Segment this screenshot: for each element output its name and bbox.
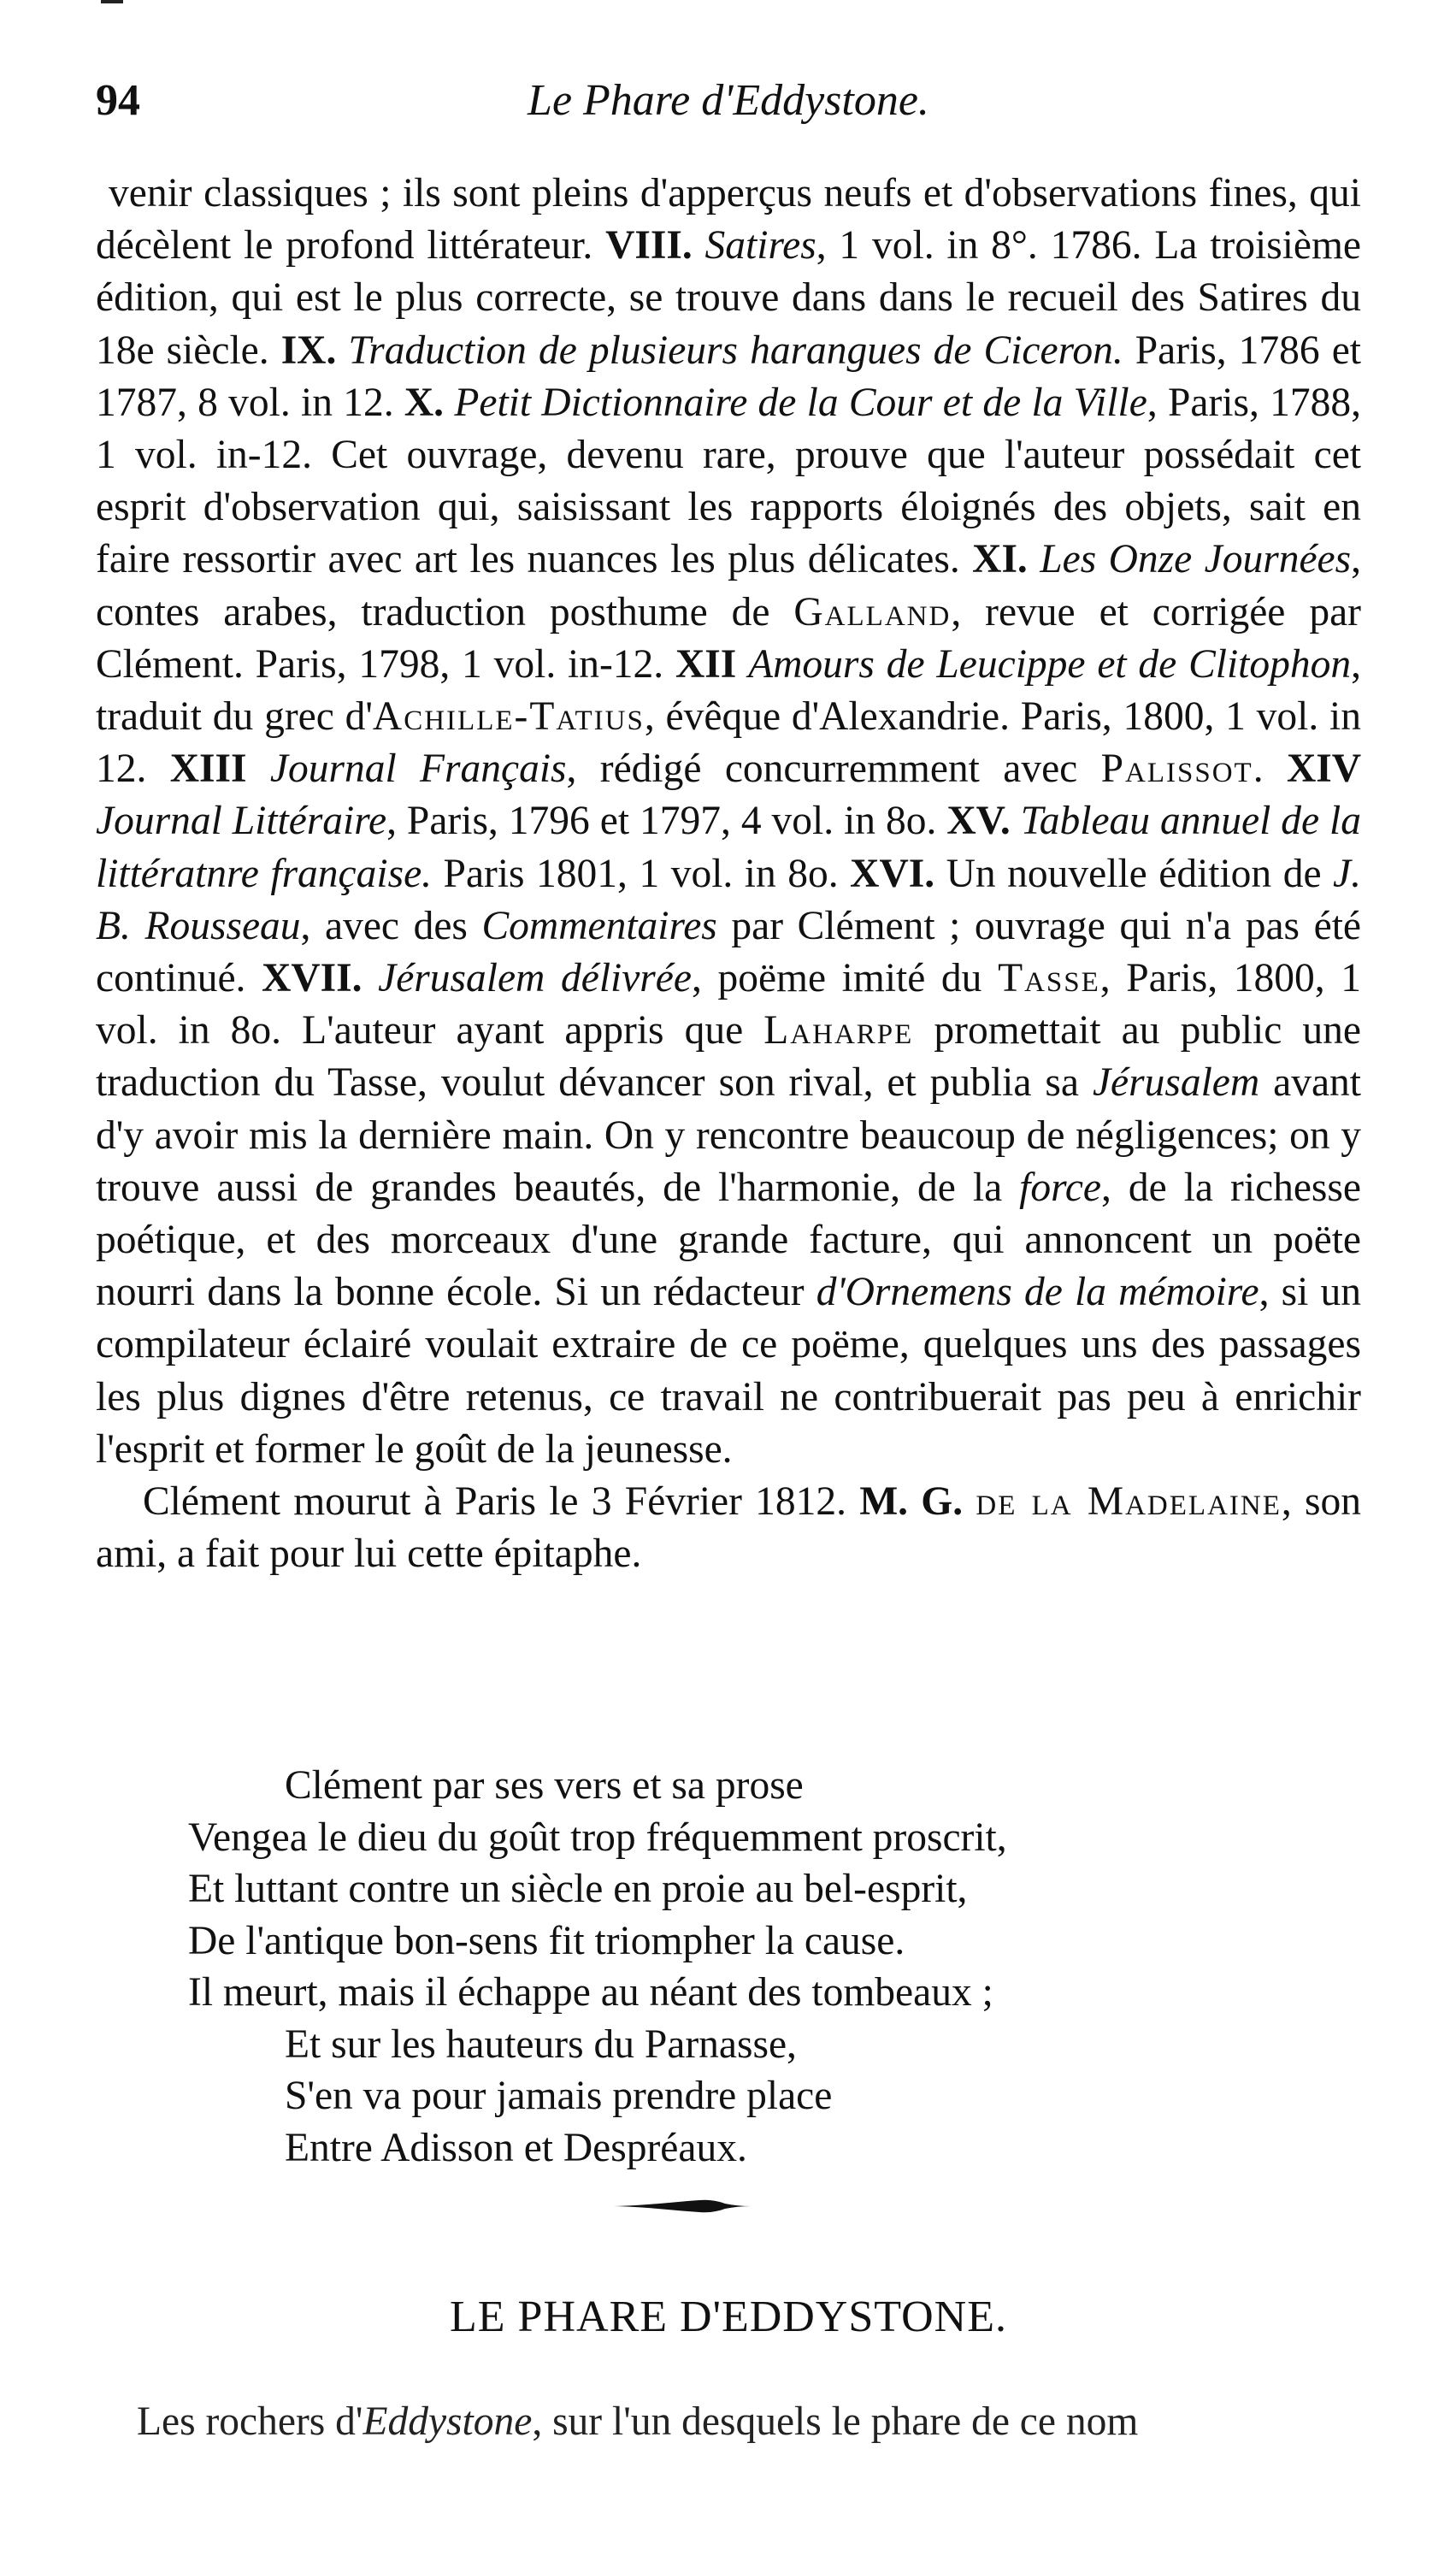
poem-line: Vengea le dieu du goût trop fréquemment proscrit, — [188, 1815, 1007, 1860]
author-name-galland: Galland — [793, 589, 952, 634]
text-run — [336, 328, 348, 373]
item-number-xii: XII — [675, 641, 737, 687]
section-opening-line — [137, 2399, 1368, 2445]
text-run: Clément mourut à Paris le 3 Février 1812. — [143, 1479, 860, 1525]
work-title-jerusalem-delivree: Jérusalem délivrée — [378, 956, 692, 1001]
text-run: , 1 vol. in 8°. 1786. La troisième édition, qui est le plus correcte, se trouve dans dans le recueil des Satires du 18e siècle. — [96, 223, 1362, 373]
text-run: , de la richesse poétique, et des morceaux d'une grande facture, qui annoncent un poëte nourri dans la bonne école. Si un rédacteur — [96, 1165, 1361, 1315]
author-initials: M. G. — [859, 1479, 964, 1525]
text-run: , Paris, 1788, 1 vol. in-12. Cet ouvrage, devenu rare, prouve que l'auteur possédait cet esprit d'observation qui, saisissant les rapports éloignés des objets, sait en faire ressortir avec art les nuances les plus délicates. — [96, 380, 1362, 582]
text-run: . — [1253, 747, 1287, 792]
work-title-journal-litteraire: Journal Littéraire — [96, 799, 387, 844]
work-title-tableau-annuel: Tableau annuel de la littératnre française. — [96, 799, 1362, 896]
poem-line: Il meurt, mais il échappe au néant des tombeaux ; — [188, 1970, 993, 2015]
text-run: , rédigé concurremment avec — [566, 747, 1101, 792]
bibliography-paragraph — [96, 168, 1361, 1476]
text-run: promettait au public une traduction du Tasse, voulut dévancer son rival, et publia sa — [96, 1008, 1361, 1106]
work-title-onze-journees: Les Onze Journées — [1040, 537, 1352, 582]
text-run — [963, 1479, 976, 1524]
work-title-satires: Satires — [704, 223, 816, 269]
item-number-xiii: XIII — [169, 747, 247, 792]
work-title-amours: Amours de Leucippe et de Clitophon — [748, 641, 1352, 687]
text-run: , revue et corrigée par Clément. Paris, 1798, 1 vol. in-12. — [96, 589, 1361, 687]
author-name-madelaine: de la Madelaine — [976, 1479, 1282, 1525]
poem-line: Entre Adisson et Despréaux. — [285, 2125, 747, 2170]
text-run: Un nouvelle édition de — [934, 851, 1334, 896]
item-number-ix: IX. — [280, 328, 337, 373]
work-title-journal-francais: Journal Français — [269, 747, 567, 792]
poem-line: Clément par ses vers et sa prose — [285, 1763, 804, 1808]
text-run — [1011, 799, 1021, 843]
running-title: Le Phare d'Eddystone. — [528, 76, 929, 125]
ornamental-divider — [614, 2196, 751, 2216]
poem-line: Et sur les hauteurs du Parnasse, — [285, 2021, 797, 2067]
section-title: LE PHARE D'EDDYSTONE. — [450, 2293, 1007, 2341]
item-number-x: X. — [404, 380, 445, 425]
text-run — [444, 381, 454, 425]
death-paragraph — [96, 1476, 1361, 1580]
text-run: , si un compilateur éclairé voulait extraire de ce poëme, quelques uns des passages les plus dignes d'être retenus, ce travail ne contribuerait pas peu à enrichir l'esprit et former le goût de la jeunesse. — [96, 1270, 1362, 1472]
text-run: , traduit du grec d' — [96, 641, 1361, 740]
poem-line: Et luttant contre un siècle en proie au bel-esprit, — [188, 1867, 968, 1911]
work-title-ornemens: d'Ornemens de la mémoire — [816, 1270, 1259, 1315]
item-number-xvi: XVI. — [850, 851, 935, 896]
top-edge-mark — [101, 0, 123, 3]
author-name-laharpe: Laharpe — [763, 1008, 914, 1053]
poem-line: S'en va pour jamais prendre place — [285, 2074, 833, 2118]
author-name-rousseau: J. B. Rousseau — [96, 851, 1362, 948]
text-run: , Paris, 1800, 1 vol. in 8o. L'auteur ayant appris que — [96, 956, 1362, 1053]
text-run: , évêque d'Alexandrie. Paris, 1800, 1 vol. in 12. — [96, 694, 1361, 792]
text-run — [363, 956, 379, 1000]
text-run: , contes arabes, traduction posthume de — [96, 537, 1361, 634]
work-title-commentaires: Commentaires — [481, 903, 717, 948]
item-number-xi: XI. — [972, 537, 1028, 582]
text-run: par Clément ; ouvrage qui n'a pas été continué. — [96, 903, 1361, 1001]
place-name-eddystone: Eddystone — [363, 2399, 533, 2444]
text-run: , avec des — [300, 903, 482, 948]
text-run — [1028, 537, 1040, 581]
emphasis-force: force — [1019, 1165, 1102, 1210]
text-run: Paris 1801, 1 vol. in 8o. — [432, 851, 851, 896]
text-run — [247, 747, 270, 791]
text-run: , Paris, 1796 et 1797, 4 vol. in 8o. — [386, 799, 947, 844]
poem-line: De l'antique bon-sens fit triompher la cause. — [188, 1918, 905, 1963]
work-title-dictionnaire: Petit Dictionnaire de la Cour et de la Ville — [454, 380, 1147, 425]
text-run: , son ami, a fait pour lui cette épitaphe. — [96, 1479, 1362, 1577]
work-title-jerusalem: Jérusalem — [1092, 1060, 1260, 1106]
item-number-xiv: XIV — [1286, 747, 1362, 792]
author-name-palissot: Palissot — [1100, 747, 1253, 792]
item-number-xv: XV. — [946, 799, 1011, 844]
epitaph-poem — [188, 1760, 1300, 2174]
text-run: avant d'y avoir mis la dernière main. On y rencontre beaucoup de négligences; on y trouve aussi de grandes beautés, de l'harmonie, de la — [96, 1060, 1361, 1210]
item-number-xvii: XVII. — [262, 956, 363, 1001]
author-name-tasse: Tasse — [998, 956, 1100, 1001]
work-title-harangues: Traduction de plusieurs harangues de Ciceron. — [348, 328, 1123, 373]
text-run — [736, 642, 748, 687]
text-run: Les rochers d' — [137, 2399, 363, 2444]
author-name-achille-tatius: Achille-Tatius — [372, 694, 645, 740]
text-run — [693, 223, 705, 268]
text-run: venir classiques ; ils sont pleins d'apperçus neufs et d'observations fines, qui décèlent le profond littérateur. — [96, 171, 1361, 269]
page-header — [96, 75, 1361, 144]
text-run: , sur l'un desquels le phare de ce nom — [532, 2399, 1139, 2444]
main-text — [96, 168, 1361, 1580]
page-number: 94 — [96, 76, 140, 125]
item-number-viii: VIII. — [605, 223, 693, 269]
text-run: , poëme imité du — [691, 956, 999, 1001]
text-run: Paris, 1786 et 1787, 8 vol. in 12. — [96, 328, 1361, 425]
